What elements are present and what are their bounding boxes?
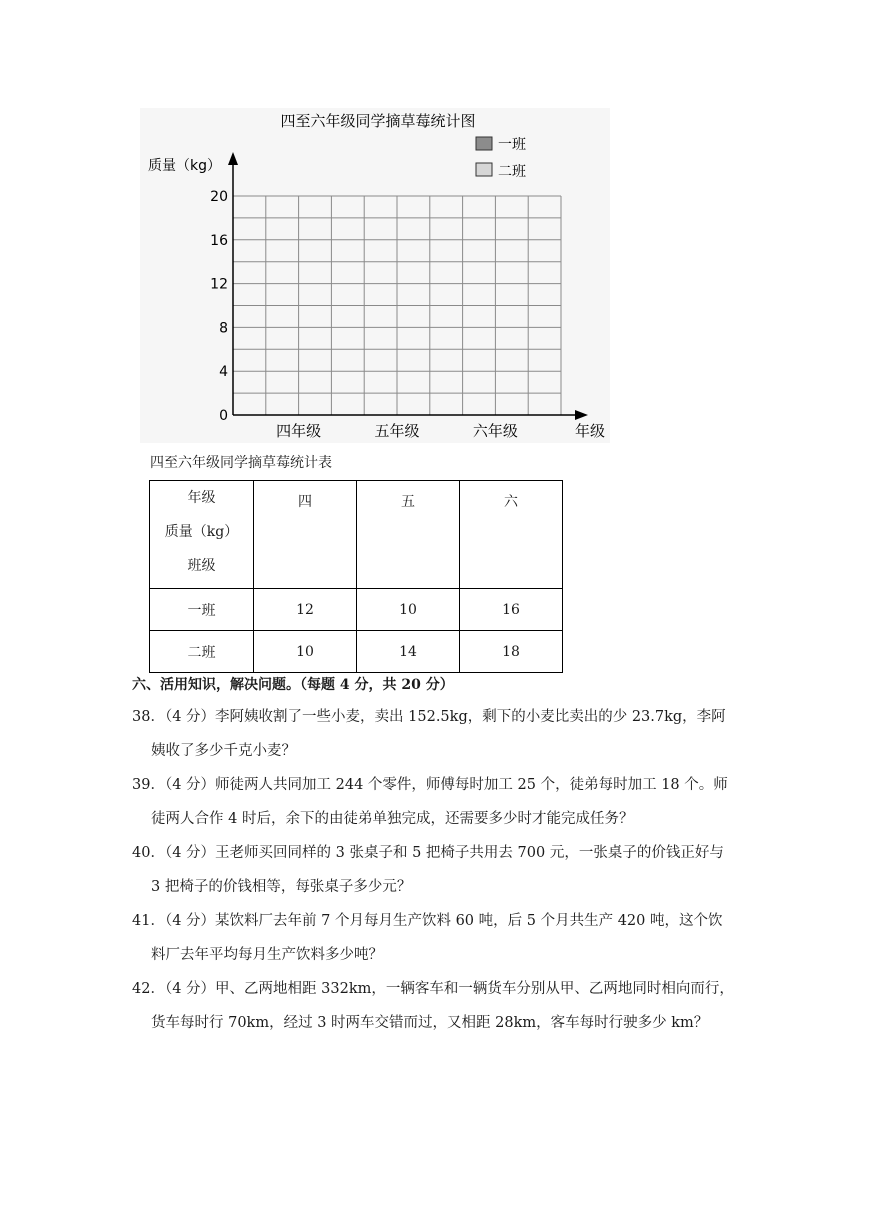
table-row (150, 631, 563, 673)
table-header-row (150, 481, 563, 589)
question-line: 姨收了多少千克小麦？ (151, 743, 296, 759)
question-line: 41．（4 分）某饮料厂去年前 7 个月每月生产饮料 60 吨，后 5 个月共生产 420 吨，这个饮 (132, 913, 723, 929)
y-tick-label: 8 (219, 320, 228, 337)
question-line: 料厂去年平均每月生产饮料多少吨？ (151, 947, 383, 963)
x-category-labels (276, 422, 518, 440)
header-line-class: 班级 (187, 558, 216, 574)
y-tick-label: 16 (210, 232, 228, 249)
row-label-cell: 一班 (150, 589, 254, 631)
value-cell: 18 (460, 631, 563, 673)
legend-label-class1: 一班 (498, 137, 526, 153)
legend-swatch-class2 (476, 163, 492, 176)
table-caption: 四至六年级同学摘草莓统计表 (150, 455, 332, 471)
question-line: 3 把椅子的价钱相等，每张桌子多少元？ (151, 879, 412, 895)
x-axis-label: 年级 (575, 422, 606, 440)
y-tick-label: 12 (210, 276, 228, 293)
x-category-label: 五年级 (374, 422, 420, 440)
legend-label-class2: 二班 (498, 164, 526, 180)
y-tick-label: 0 (219, 408, 228, 424)
question-line: 40．（4 分）王老师买回同样的 3 张桌子和 5 把椅子共用去 700 元，一张桌子的价钱正好与 (132, 845, 724, 861)
value-cell: 10 (254, 631, 357, 673)
strawberry-table (149, 480, 563, 673)
question-41 (132, 904, 752, 972)
question-line: 39．（4 分）师徒两人共同加工 244 个零件，师傅每时加工 25 个，徒弟每时加工 18 个。师 (132, 777, 728, 793)
question-line: 徒两人合作 4 时后，余下的由徒弟单独完成，还需要多少时才能完成任务？ (151, 811, 634, 827)
y-axis-label: 质量（kg） (148, 158, 221, 174)
x-category-label: 四年级 (276, 422, 322, 440)
strawberry-bar-chart (0, 0, 869, 450)
x-category-label: 六年级 (472, 422, 518, 440)
question-39 (132, 768, 752, 836)
value-cell: 14 (357, 631, 460, 673)
grade-header-cell: 五 (357, 481, 460, 589)
value-cell: 12 (254, 589, 357, 631)
question-line: 42．（4 分）甲、乙两地相距 332km，一辆客车和一辆货车分别从甲、乙两地同时相向而行， (132, 981, 734, 997)
question-42 (132, 972, 752, 1040)
section-title: 六、活用知识，解决问题。（每题 4 分，共 20 分） (132, 677, 454, 693)
y-tick-label: 20 (210, 189, 228, 205)
header-corner-cell (150, 481, 254, 589)
value-cell: 10 (357, 589, 460, 631)
question-40 (132, 836, 752, 904)
question-38 (132, 700, 752, 768)
row-label-cell: 二班 (150, 631, 254, 673)
grade-header-cell: 六 (460, 481, 563, 589)
question-line: 38．（4 分）李阿姨收割了一些小麦，卖出 152.5kg，剩下的小麦比卖出的少 23.7kg，李阿 (132, 709, 726, 725)
chart-title: 四至六年级同学摘草莓统计图 (280, 112, 476, 130)
question-line: 货车每时行 70km，经过 3 时两车交错而过，又相距 28km，客车每时行驶多少 km？ (151, 1015, 709, 1031)
header-line-mass: 质量（kg） (164, 524, 239, 540)
grade-header-cell: 四 (254, 481, 357, 589)
legend-swatch-class1 (476, 137, 492, 150)
table-row (150, 589, 563, 631)
y-tick-label: 4 (219, 364, 228, 381)
value-cell: 16 (460, 589, 563, 631)
header-line-grade: 年级 (187, 490, 216, 506)
